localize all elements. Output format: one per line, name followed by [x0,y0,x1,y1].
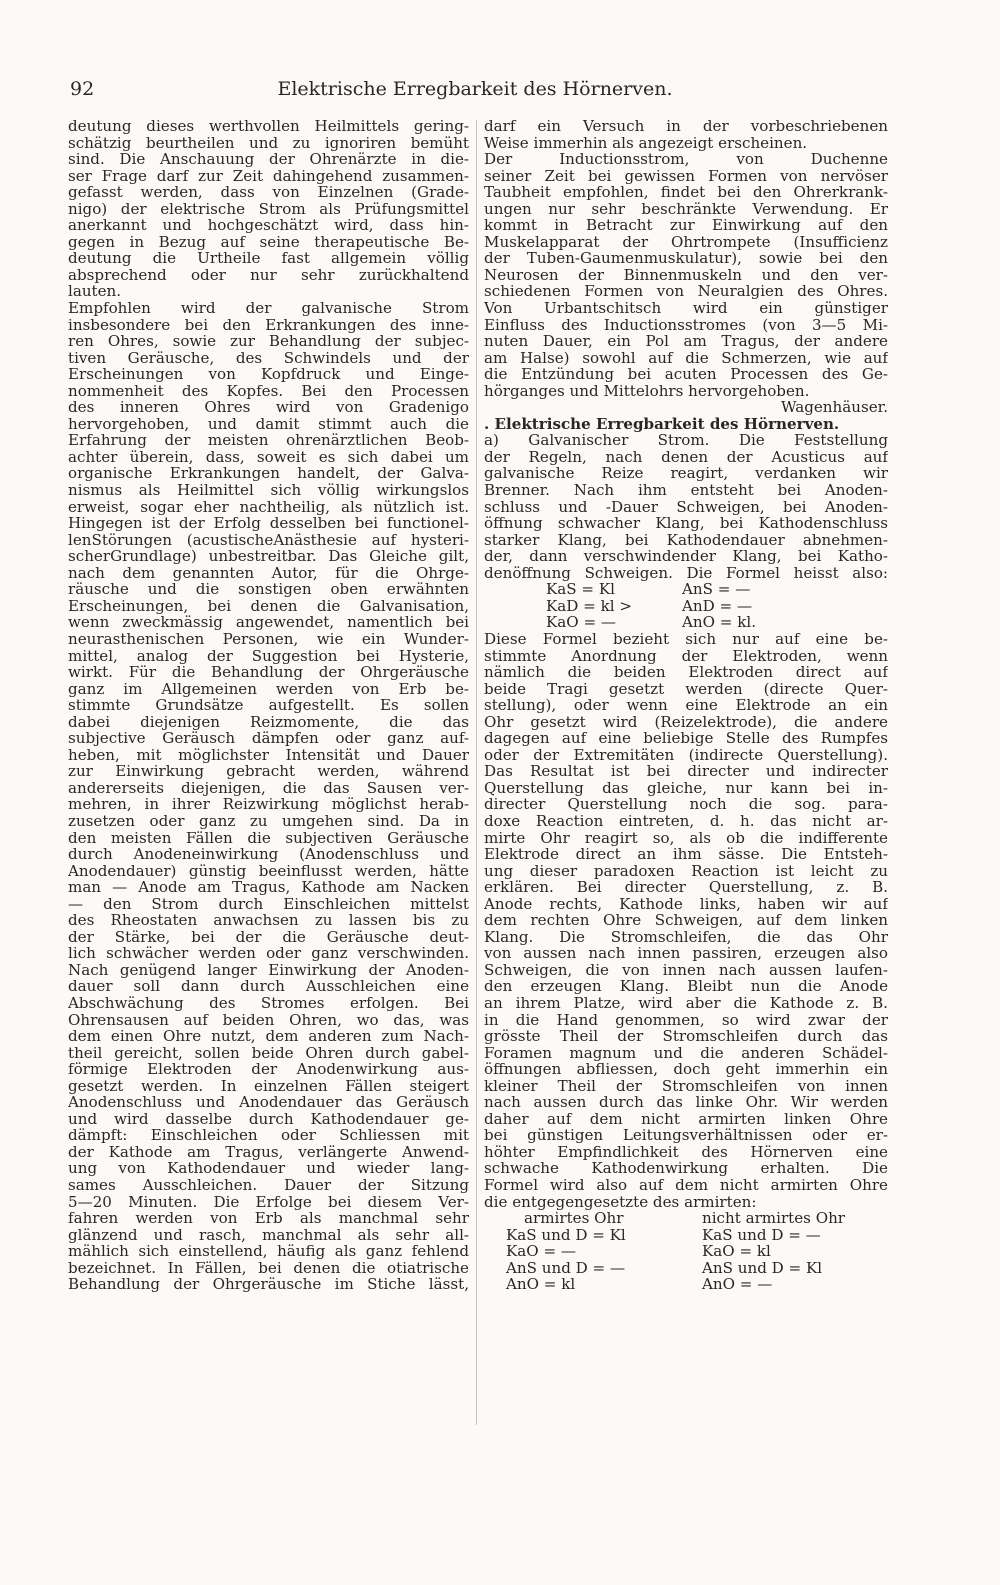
text-line: directer Querstellung noch die sog. para- [484,796,888,813]
text-line: lich schwächer werden oder ganz verschwinden. [68,945,469,962]
text-line: seiner Zeit bei gewissen Formen von nervöser [484,167,888,185]
text-line: dagegen auf eine beliebige Stelle des Rumpfes [484,730,888,747]
right-column [484,118,888,1293]
text-line: Erscheinungen von Kopfdruck und Einge- [68,366,469,383]
text-line: dabei diejenigen Reizmomente, die das [68,713,469,731]
text-line: wirkt. Für die Behandlung der Ohrgeräusche [68,664,469,681]
text-line: nämlich die beiden Elektroden direct auf [484,664,888,681]
text-line: stimmte Grundsätze aufgestellt. Es sollen [68,697,469,714]
table-row [484,1227,888,1244]
text-line: Von Urbantschitsch wird ein günstiger [484,300,888,317]
text-line: mehren, in ihrer Reizwirkung möglichst herab- [68,796,469,813]
text-line: ren Ohres, sowie zur Behandlung der subjec- [68,333,469,350]
text-line: sames Ausschleichen. Dauer der Sitzung [68,1177,469,1194]
text-line: deutung die Urtheile fast allgemein völlig [68,250,469,267]
formula-left: KaO = — [546,613,616,632]
text-line: Behandlung der Ohrgeräusche im Stiche lässt, [68,1276,469,1293]
text-line: stimmte Anordnung der Elektroden, wenn [484,647,888,665]
text-line: absprechend oder nur sehr zurückhaltend [68,266,469,284]
text-line: Neurosen der Binnenmuskeln und den ver- [484,266,888,284]
text-line: von aussen nach innen passiren, erzeugen also [484,945,888,962]
text-line: an ihrem Platze, wird aber die Kathode z. B. [484,994,888,1012]
text-line: die entgegengesetzte des armirten: [484,1193,757,1211]
text-line: wenn zweckmässig angewendet, namentlich bei [68,614,469,631]
text-line: hörganges und Mittelohrs hervorgehoben. [484,382,810,400]
table-cell: AnS und D = — [506,1258,626,1277]
text-line: anerkannt und hochgeschätzt wird, dass hin- [68,217,469,234]
galvanic-formula [484,581,888,631]
text-line: Elektrode direct an ihm sässe. Die Entsteh- [484,846,888,863]
formula-left: KaS = Kl [546,580,615,599]
text-line: bezeichnet. In Fällen, bei denen die otiatrische [68,1259,469,1277]
formula-left: KaD = kl > [546,596,633,615]
formula-row [484,614,888,631]
text-line: mirte Ohr reagirt so, als ob die indifferente [484,829,888,847]
section-heading: . Elektrische Erregbarkeit des Hörnerven. [484,415,840,433]
table-cell: KaS und D = — [702,1225,821,1244]
page-header [70,76,880,102]
table-header-nicht-armirt: nicht armirtes Ohr [702,1209,846,1228]
text-line: Brenner. Nach ihm entsteht bei Anoden- [484,482,888,499]
text-line: Das Resultat ist bei directer und indirecter [484,763,888,780]
text-line: der, dann verschwindender Klang, bei Katho- [484,548,888,565]
text-line: der Regeln, nach denen der Acusticus auf [484,448,888,466]
text-line: dem einen Ohre nutzt, dem anderen zum Nach- [68,1028,469,1045]
text-line: oder der Extremitäten (indirecte Querstellung). [484,746,888,764]
text-line: förmige Elektroden der Anodenwirkung aus- [68,1061,469,1078]
text-line: Klang. Die Stromschleifen, die das Ohr [484,928,888,946]
text-line: grösste Theil der Stromschleifen durch das [484,1028,888,1045]
text-line: dämpft: Einschleichen oder Schliessen mit [68,1127,469,1144]
text-line: fahren werden von Erb als manchmal sehr [68,1210,469,1227]
text-line: doxe Reaction eintreten, d. h. das nicht ar- [484,812,888,830]
text-line: man — Anode am Tragus, Kathode am Nacken [68,879,469,896]
text-line: schwache Kathodenwirkung erhalten. Die [484,1160,888,1177]
text-line: Ohr gesetzt wird (Reizelektrode), die andere [484,713,888,731]
text-line: deutung dieses werthvollen Heilmittels gering- [68,118,469,135]
table-cell: KaS und D = Kl [506,1225,626,1244]
text-line: schluss und -Dauer Schweigen, bei Anoden- [484,498,888,516]
text-line: darf ein Versuch in der vorbeschriebenen [484,118,888,135]
text-line: 5—20 Minuten. Die Erfolge bei diesem Ver- [68,1193,469,1211]
table-cell: AnO = kl [506,1275,576,1294]
text-line: galvanische Reize reagirt, verdanken wir [484,465,888,483]
text-line: Der Inductionsstrom, von Duchenne [484,151,888,168]
table-row [484,1276,888,1293]
text-line: schiedenen Formen von Neuralgien des Ohres. [484,283,888,301]
text-line: stellung), oder wenn eine Elektrode an ein [484,697,888,714]
text-line: Anodenschluss und Anodendauer das Geräusch [68,1094,469,1111]
text-line: tiven Geräusche, des Schwindels und der [68,349,469,367]
table-cell: AnS und D = Kl [702,1258,823,1277]
text-line: den meisten Fällen die subjectiven Geräusche [68,829,469,847]
text-line: hervorgehoben, und damit stimmt auch die [68,415,469,433]
text-line: Ohrensausen auf beiden Ohren, wo das, was [68,1011,469,1029]
text-line: des inneren Ohres wird von Gradenigo [68,399,469,416]
table-header-row [484,1210,888,1227]
table-cell: KaO = kl [702,1242,771,1261]
text-line: ganz im Allgemeinen werden von Erb be- [68,680,469,698]
text-line: mählich sich einstellend, häufig als ganz fehlend [68,1243,469,1260]
text-line: lenStörungen (acustischeAnästhesie auf hysteri- [68,531,469,549]
text-line: Nach genügend langer Einwirkung der Anoden- [68,961,469,979]
text-line: a) Galvanischer Strom. Die Feststellung [484,432,888,449]
text-line: Schweigen, die von innen nach aussen laufen- [484,961,888,979]
text-line: theil gereicht, sollen beide Ohren durch gabel- [68,1044,469,1062]
table-header-armirt: armirtes Ohr [524,1209,624,1228]
text-line: gefasst werden, dass von Einzelnen (Grade- [68,184,469,201]
formula-row [484,598,888,615]
formula-row [484,581,888,598]
column-divider [476,120,477,1425]
table-cell: AnO = — [702,1275,773,1294]
text-line: mittel, analog der Suggestion bei Hysterie, [68,647,469,665]
text-line: ung dieser paradoxen Reaction ist leicht zu [484,862,888,880]
text-line: bei günstigen Leitungsverhältnissen oder er- [484,1127,888,1144]
text-line: höhter Empfindlichkeit des Hörnerven eine [484,1143,888,1161]
formula-right: AnS = — [682,580,751,599]
text-line: Querstellung das gleiche, nur kann bei in- [484,779,888,797]
text-line: andererseits diejenigen, die das Sausen ver- [68,779,469,797]
text-line: ung von Kathodendauer und wieder lang- [68,1160,469,1177]
text-line: gegen in Bezug auf seine therapeutische Be- [68,233,469,251]
text-line: organische Erkrankungen handelt, der Galva- [68,465,469,483]
text-line: achter überein, dass, soweit es sich dabei um [68,448,469,466]
text-line: glänzend und rasch, manchmal als sehr all- [68,1226,469,1244]
text-line: schätzig beurtheilen und zu ignoriren bemüht [68,134,469,152]
text-line: den erzeugen Klang. Bleibt nun die Anode [484,978,888,995]
text-line: und wird dasselbe durch Kathodendauer ge- [68,1110,469,1128]
text-line: nach aussen durch das linke Ohr. Wir werden [484,1094,888,1111]
comparison-table [484,1210,888,1293]
text-line: — den Strom durch Einschleichen mittelst [68,895,469,913]
text-line: in die Hand genommen, so wird zwar der [484,1011,888,1029]
text-line: neurasthenischen Personen, wie ein Wunder- [68,630,469,648]
text-line: räusche und die sonstigen oben erwähnten [68,581,469,598]
text-line: durch Anodeneinwirkung (Anodenschluss und [68,846,469,863]
text-line: ser Frage darf zur Zeit dahingehend zusammen- [68,167,469,185]
text-line: nuten Dauer, ein Pol am Tragus, der andere [484,333,888,350]
text-line: starker Klang, bei Kathodendauer abnehmen- [484,531,888,549]
text-line: scherGrundlage) unbestreitbar. Das Gleiche gilt, [68,548,469,565]
text-line: Abschwächung des Stromes erfolgen. Bei [68,994,469,1012]
text-line: insbesondere bei den Erkrankungen des inne- [68,316,469,334]
text-line: zusetzen oder ganz zu umgehen sind. Da in [68,812,469,830]
text-line: Einfluss des Inductionsstromes (von 3—5 Mi- [484,316,888,334]
text-line: denöffnung Schweigen. Die Formel heisst also: [484,564,888,582]
text-line: nismus als Heilmittel sich völlig wirkungslos [68,482,469,499]
text-line: zur Einwirkung gebracht werden, während [68,763,469,780]
text-line: der Stärke, bei der die Geräusche deut- [68,928,469,946]
text-line: nigo) der elektrische Strom als Prüfungsmittel [68,200,469,218]
running-title: Elektrische Erregbarkeit des Hörnerven. [277,78,673,100]
text-line: der Kathode am Tragus, verlängerte Anwend- [68,1143,469,1161]
table-row [484,1243,888,1260]
text-line: Diese Formel bezieht sich nur auf eine be- [484,630,888,648]
text-line: Formel wird also auf dem nicht armirten Ohre [484,1177,888,1194]
text-line: gesetzt werden. In einzelnen Fällen steigert [68,1077,469,1095]
text-line: nach dem genannten Autor, für die Ohrge- [68,564,469,582]
table-row [484,1260,888,1277]
text-line: am Halse) sowohl auf die Schmerzen, wie auf [484,349,888,367]
text-line: Muskelapparat der Ohrtrompete (Insufficienz [484,233,888,251]
formula-right: AnD = — [682,596,753,615]
formula-right: AnO = kl. [682,613,757,632]
text-line: daher auf dem nicht armirten linken Ohre [484,1110,888,1128]
text-line: Weise immerhin als angezeigt erscheinen. [484,134,808,152]
text-line: des Rheostaten anwachsen zu lassen bis zu [68,912,469,929]
text-line: dem rechten Ohre Schweigen, auf dem linken [484,912,888,929]
text-line: heben, mit möglichster Intensität und Dauer [68,746,469,764]
table-cell: KaO = — [506,1242,576,1261]
text-line: Wagenhäuser. [781,399,888,416]
text-line: Erfahrung der meisten ohrenärztlichen Beob- [68,432,469,449]
text-line: Hingegen ist der Erfolg desselben bei functionel- [68,515,469,532]
text-line: erweist, sogar eher nachtheilig, als nützlich ist. [68,498,469,516]
text-line: erklären. Bei directer Querstellung, z. B. [484,879,888,896]
left-column [68,118,469,1293]
text-line: ungen nur sehr beschränkte Verwendung. Er [484,200,888,218]
text-line: beide Tragi gesetzt werden (directe Quer- [484,680,888,698]
text-line: kommt in Betracht zur Einwirkung auf den [484,217,888,234]
text-line: öffnung schwacher Klang, bei Kathodenschluss [484,515,888,532]
text-line: öffnungen abfliessen, doch geht immerhin ein [484,1061,888,1078]
text-line: Anodendauer) günstig beeinflusst werden, hätte [68,862,469,880]
text-line: kleiner Theil der Stromschleifen von innen [484,1077,888,1095]
text-line: Taubheit empfohlen, findet bei den Ohrerkrank- [484,184,888,201]
text-line: der Tuben-Gaumenmuskulatur), sowie bei den [484,250,888,267]
text-line: Erscheinungen, bei denen die Galvanisation, [68,597,469,615]
text-line: lauten. [68,283,122,301]
page-number: 92 [70,78,95,100]
text-line: die Entzündung bei acuten Processen des Ge- [484,366,888,383]
text-line: sind. Die Anschauung der Ohrenärzte in die- [68,151,469,168]
text-line: subjective Geräusch dämpfen oder ganz auf- [68,730,469,747]
text-line: Empfohlen wird der galvanische Strom [68,300,469,317]
text-line: dauer soll dann durch Ausschleichen eine [68,978,469,995]
text-line: nommenheit des Kopfes. Bei den Processen [68,382,469,400]
text-line: Foramen magnum und die anderen Schädel- [484,1044,888,1062]
text-line: Anode rechts, Kathode links, haben wir auf [484,895,888,913]
